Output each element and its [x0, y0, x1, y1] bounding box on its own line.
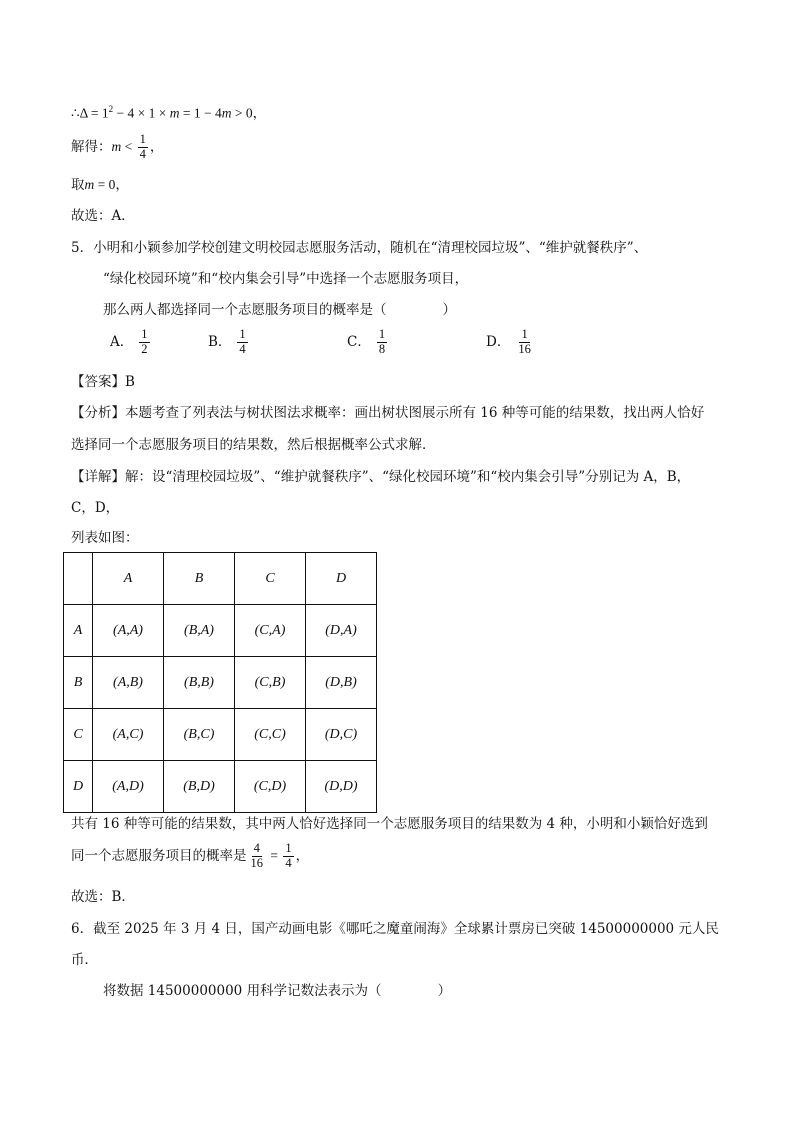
table-cell: (A,B) — [93, 657, 164, 709]
option-d — [486, 328, 535, 357]
option-letter: D． — [486, 333, 511, 350]
discriminant-line — [71, 104, 266, 122]
discriminant-prefix: ∴Δ = 1 — [71, 105, 109, 121]
option-letter: C． — [347, 333, 371, 350]
table-cell: (B,D) — [164, 761, 235, 813]
discriminant-tail: > 0， — [231, 105, 267, 121]
fraction-denominator: 2 — [141, 341, 148, 356]
take-prefix: 取 — [71, 177, 85, 193]
variable-m: m — [111, 138, 122, 154]
fraction-denominator: 8 — [378, 341, 386, 356]
fraction-denominator: 16 — [250, 855, 263, 870]
fraction-denominator: 4 — [285, 855, 292, 870]
total-line-2 — [71, 842, 309, 871]
table-cell: (C,C) — [235, 709, 306, 761]
table-cell: (C,B) — [235, 657, 306, 709]
table-cell: (B,C) — [164, 709, 235, 761]
fraction-numerator: 1 — [285, 841, 292, 855]
fraction-numerator: 1 — [521, 327, 528, 341]
table-cell: (D,B) — [306, 657, 377, 709]
fraction — [138, 133, 148, 162]
question-6-stem: 将数据 14500000000 用科学记数法表示为（ — [103, 983, 382, 999]
table-row — [64, 657, 377, 709]
fraction-denominator: 16 — [518, 341, 531, 356]
solve-prefix: 解得： — [71, 138, 112, 155]
table-corner-cell — [64, 553, 93, 605]
table-row — [64, 605, 377, 657]
table-row — [64, 761, 377, 813]
fraction-numerator: 1 — [139, 132, 146, 146]
question-6-line-3 — [103, 983, 451, 999]
question-6-line-1: 6．截至 2025 年 3 月 4 日，国产动画电影《哪吒之魔童闹海》全球累计票房已突破 14500000000 元人民 — [71, 921, 719, 937]
total-tail: ， — [295, 847, 310, 864]
fraction-numerator: 1 — [378, 327, 386, 341]
table-cell: (B,B) — [164, 657, 235, 709]
table-cell: (A,C) — [93, 709, 164, 761]
table-header-cell: C — [235, 553, 306, 605]
solve-line — [71, 133, 163, 162]
table-header-cell: B — [164, 553, 235, 605]
table-cell: (C,D) — [235, 761, 306, 813]
variable-m: m — [84, 177, 95, 192]
option-letter: B． — [208, 333, 232, 350]
table-row-header: C — [64, 709, 93, 761]
take-tail: = 0， — [94, 177, 129, 192]
fraction-numerator: 1 — [239, 327, 246, 341]
fraction — [249, 842, 266, 871]
fraction-denominator: 4 — [239, 341, 246, 356]
table-header-cell: D — [306, 553, 377, 605]
variable-m: m — [221, 105, 232, 121]
answer-line: 【答案】B — [71, 374, 135, 390]
fraction-numerator: 4 — [253, 841, 260, 855]
option-b — [208, 328, 250, 357]
discriminant-middle: − 4 × 1 × — [113, 105, 170, 121]
question-5-close-bracket: ） — [442, 302, 456, 318]
table-intro: 列表如图： — [71, 530, 139, 546]
equals-sign: = — [267, 847, 282, 863]
take-line — [71, 177, 129, 193]
table-header-row — [64, 553, 377, 605]
less-than: < — [121, 138, 136, 154]
question-5-stem: 那么两人都选择同一个志愿服务项目的概率是（ — [103, 302, 387, 318]
outcome-table — [63, 552, 377, 813]
option-letter: A． — [110, 333, 134, 350]
question-5-line-2: “绿化校园环境”和“校内集会引导”中选择一个志愿服务项目， — [103, 271, 469, 287]
fraction — [237, 328, 247, 357]
fraction — [139, 328, 149, 357]
solve-tail: ， — [149, 138, 164, 155]
fraction — [377, 328, 387, 357]
analysis-line-1: 【分析】本题考查了列表法与树状图法求概率：画出树状图展示所有 16 种等可能的结果数，找出两人恰好 — [71, 405, 705, 421]
total-prefix: 同一个志愿服务项目的概率是 — [71, 847, 247, 864]
discriminant-equals: = 1 − 4 — [179, 105, 222, 121]
fraction-numerator: 1 — [141, 327, 148, 341]
table-cell: (D,D) — [306, 761, 377, 813]
discriminant-exponent: 2 — [108, 104, 114, 114]
table-header-cell: A — [93, 553, 164, 605]
table-cell: (D,A) — [306, 605, 377, 657]
table-row-header: B — [64, 657, 93, 709]
analysis-line-2: 选择同一个志愿服务项目的结果数，然后根据概率公式求解． — [71, 437, 436, 453]
total-line-1: 共有 16 种等可能的结果数，其中两人恰好选择同一个志愿服务项目的结果数为 4 种，小明和小颖恰好选到 — [71, 816, 708, 832]
table-row-header: A — [64, 605, 93, 657]
table-cell: (B,A) — [164, 605, 235, 657]
question-5-line-3 — [103, 302, 456, 318]
detail-line-1: 【详解】解：设“清理校园垃圾”、“维护就餐秩序”、“绿化校园环境”和“校内集会引导”分别记为 A，B， — [71, 469, 691, 485]
option-c — [347, 328, 389, 357]
fraction-denominator: 4 — [139, 146, 146, 161]
table-row-header: D — [64, 761, 93, 813]
question-6-close-bracket: ） — [437, 983, 452, 999]
table-cell: (C,A) — [235, 605, 306, 657]
fraction — [283, 842, 293, 871]
choose-a-line: 故选：A． — [71, 208, 135, 224]
table-cell: (A,A) — [93, 605, 164, 657]
table-row — [64, 709, 377, 761]
variable-m: m — [169, 105, 180, 121]
question-6-line-2: 币． — [71, 952, 98, 968]
choose-b-line: 故选：B． — [71, 889, 135, 905]
table-cell: (A,D) — [93, 761, 164, 813]
question-5-line-1: 5．小明和小颖参加学校创建文明校园志愿服务活动，随机在“清理校园垃圾”、“维护就餐秩序”、 — [71, 240, 648, 256]
table-cell: (D,C) — [306, 709, 377, 761]
option-a — [110, 328, 152, 357]
detail-line-2: C，D， — [71, 500, 120, 516]
fraction — [516, 328, 533, 357]
